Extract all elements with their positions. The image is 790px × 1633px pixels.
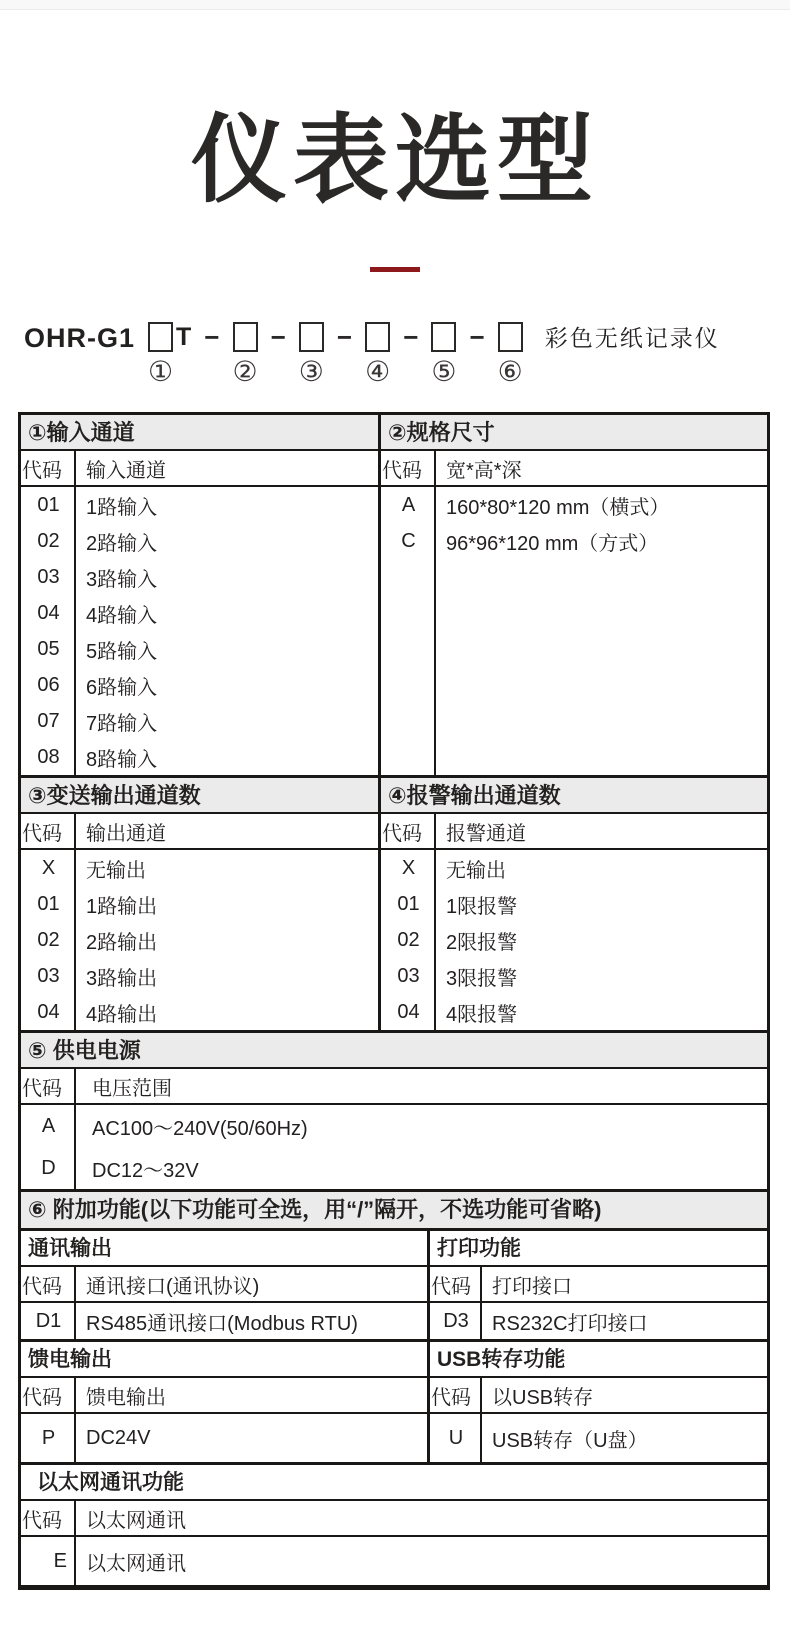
ethernet-subheader: 以太网通讯功能 [21,1465,767,1501]
desc-header-cell: 以太网通讯 [86,1509,186,1532]
empty-area [381,559,767,775]
table-row [21,850,378,886]
model-box1-suffix: T [176,323,192,351]
product-name-label: 彩色无纸记录仪 [544,325,720,351]
table-row [381,994,767,1030]
band-power-supply [21,1030,767,1189]
code-cell: 04 [37,601,60,624]
top-strip [0,0,790,10]
table-row [21,739,378,775]
code-cell: 02 [37,928,60,951]
model-segment-6 [498,322,523,385]
column-header-row [21,451,378,487]
code-cell: 01 [37,892,60,915]
code-header-cell: 代码 [431,1275,471,1298]
code-box-4 [365,322,390,352]
feed-body [21,1378,427,1462]
dash-separator: − [403,322,419,352]
code-cell: D1 [35,1309,62,1332]
table-row [21,886,378,922]
dash-separator: − [204,322,220,352]
code-header-cell: 代码 [22,1275,62,1298]
section5-header: ⑤ 供电电源 [21,1033,767,1069]
usb-subheader: USB转存功能 [430,1342,767,1378]
code-cell: 07 [37,709,60,732]
column-header-row [430,1267,767,1303]
band-extra-functions-header [21,1189,767,1228]
section6-header: ⑥ 附加功能(以下功能可全选，用“/”隔开，不选功能可省略) [21,1192,767,1228]
section-dimensions [381,415,767,775]
code-cell: 01 [37,493,60,516]
subsection-comm-output [21,1231,430,1339]
desc-cell: 7路输入 [86,712,158,735]
desc-header-cell: 宽*高*深 [446,459,522,482]
code-cell: 04 [37,1000,60,1023]
desc-cell: 4路输入 [86,604,158,627]
table-row [21,1537,767,1585]
subsection-print-function [430,1231,767,1339]
model-segment-2 [232,322,257,385]
table-row [21,523,378,559]
desc-header-cell: 输出通道 [86,822,166,845]
desc-header-cell: 以USB转存 [492,1386,594,1409]
desc-cell: 4限报警 [446,1003,518,1026]
code-cell: C [401,529,416,552]
code-box-6 [498,322,523,352]
code-cell: A [401,493,416,516]
code-cell: 03 [37,565,60,588]
desc-cell: RS485通讯接口(Modbus RTU) [86,1312,358,1335]
column-header-row [21,814,378,850]
table-row [21,1147,767,1189]
table-row [21,922,378,958]
code-header-cell: 代码 [431,1386,471,1409]
section-extra-functions [21,1192,767,1228]
code-box-2 [233,322,258,352]
code-cell: 01 [397,892,420,915]
model-segment-1 [148,322,191,385]
section1-header: ①输入通道 [21,415,378,451]
comm-subheader: 通讯输出 [21,1231,427,1267]
section4-header: ④报警输出通道数 [381,778,767,814]
circle-number-4: ④ [365,356,391,387]
desc-cell: 3路输出 [86,967,158,990]
section1-body [21,451,378,775]
code-cell: 02 [397,928,420,951]
desc-cell: DC12～32V [92,1159,199,1182]
print-subheader: 打印功能 [430,1231,767,1267]
desc-cell: 2路输入 [86,532,158,555]
section-power-supply [21,1033,767,1189]
comm-body [21,1267,427,1339]
title-accent-line [370,267,420,272]
column-header-row [21,1378,427,1414]
code-header-cell: 代码 [22,459,62,482]
desc-cell: 4路输出 [86,1003,158,1026]
table-row [381,886,767,922]
table-row [21,487,378,523]
table-row [21,595,378,631]
desc-cell: 1路输入 [86,496,158,519]
band-ethernet [21,1462,767,1585]
desc-cell: 2路输出 [86,931,158,954]
section-alarm-outputs [381,778,767,1030]
desc-header-cell: 馈电输出 [86,1386,166,1409]
dash-separator: − [270,322,286,352]
desc-cell: 1限报警 [446,895,518,918]
code-cell: 03 [37,964,60,987]
feed-subheader: 馈电输出 [21,1342,427,1378]
page-title: 仪表选型 [191,107,599,214]
column-header-row [381,451,767,487]
desc-cell: 5路输入 [86,640,158,663]
section-input-channels [21,415,381,775]
desc-header-cell: 打印接口 [492,1275,572,1298]
circle-number-5: ⑤ [431,356,457,387]
code-cell: E [53,1549,67,1572]
desc-header-cell: 通讯接口(通讯协议) [86,1275,260,1298]
code-cell: X [401,856,416,879]
table-row [381,523,767,559]
table-row [430,1303,767,1339]
code-header-cell: 代码 [22,1386,62,1409]
code-cell: U [448,1426,464,1449]
section3-header: ③变送输出通道数 [21,778,378,814]
desc-cell: 96*96*120 mm（方式） [446,532,659,555]
table-row [21,667,378,703]
circle-number-1: ① [148,356,174,387]
section4-body [381,814,767,1030]
table-row [430,1414,767,1462]
section2-body [381,451,767,775]
table-row [21,703,378,739]
code-cell: X [41,856,56,879]
table-row [21,958,378,994]
subsection-usb-transfer [430,1342,767,1462]
band-input-and-size [21,415,767,775]
code-cell: 08 [37,745,60,768]
code-cell: 03 [397,964,420,987]
subsection-feed-output [21,1342,430,1462]
model-prefix: OHR-G1 [24,323,136,353]
section2-header: ②规格尺寸 [381,415,767,451]
desc-cell: 3限报警 [446,967,518,990]
desc-header-cell: 输入通道 [86,459,166,482]
desc-cell: 3路输入 [86,568,158,591]
code-cell: D3 [443,1309,469,1332]
column-header-row [430,1378,767,1414]
dash-separator: − [336,322,353,352]
desc-cell: 160*80*120 mm（横式） [446,496,670,519]
table-row [381,922,767,958]
code-box-5 [431,322,456,352]
code-header-cell: 代码 [382,459,422,482]
code-box-1 [148,322,173,352]
table-row [21,994,378,1030]
section3-body [21,814,378,1030]
band-outputs-and-alarms [21,775,767,1030]
table-row [381,850,767,886]
desc-header-cell: 报警通道 [446,822,526,845]
column-header-row [21,1501,767,1537]
code-cell: A [41,1114,56,1137]
subsection-ethernet [21,1465,767,1585]
code-cell: 04 [397,1000,420,1023]
usb-body [430,1378,767,1462]
model-segment-4 [365,322,390,385]
ethernet-body [21,1501,767,1585]
code-cell: P [41,1426,56,1449]
code-cell: 02 [37,529,60,552]
section5-body [21,1069,767,1189]
model-segment-3 [299,322,324,385]
code-cell: D [41,1156,56,1179]
section-transmit-outputs [21,778,381,1030]
code-header-cell: 代码 [22,1509,62,1532]
code-cell: 06 [37,673,60,696]
table-row [21,559,378,595]
code-box-3 [299,322,324,352]
table-row [21,631,378,667]
band-comm-print [21,1228,767,1339]
model-segment-5 [431,322,456,385]
desc-cell: AC100～240V(50/60Hz) [92,1117,308,1140]
table-row [381,958,767,994]
desc-cell: 8路输入 [86,748,158,771]
print-body [430,1267,767,1339]
table-row [381,487,767,523]
column-header-row [381,814,767,850]
desc-cell: RS232C打印接口 [492,1312,648,1335]
column-header-row [21,1267,427,1303]
table-row [21,1414,427,1462]
code-header-cell: 代码 [382,822,422,845]
desc-cell: 6路输入 [86,676,158,699]
desc-cell: 无输出 [86,859,146,882]
desc-cell: 以太网通讯 [86,1552,186,1575]
desc-cell: 2限报警 [446,931,518,954]
column-header-row [21,1069,767,1105]
circle-number-6: ⑥ [497,356,523,387]
code-cell: 05 [37,637,60,660]
desc-cell: USB转存（U盘） [492,1429,648,1452]
band-feed-usb [21,1339,767,1462]
selection-table [18,412,770,1590]
table-row [21,1105,767,1147]
code-header-cell: 代码 [22,822,62,845]
desc-cell: DC24V [86,1426,151,1449]
dash-separator: − [469,322,485,352]
desc-cell: 无输出 [446,859,506,882]
table-row [21,1303,427,1339]
desc-header-cell: 电压范围 [92,1077,172,1100]
circle-number-3: ③ [298,356,324,387]
code-header-cell: 代码 [22,1077,62,1100]
circle-number-2: ② [232,356,258,387]
model-code-line [24,322,790,385]
desc-cell: 1路输出 [86,895,158,918]
